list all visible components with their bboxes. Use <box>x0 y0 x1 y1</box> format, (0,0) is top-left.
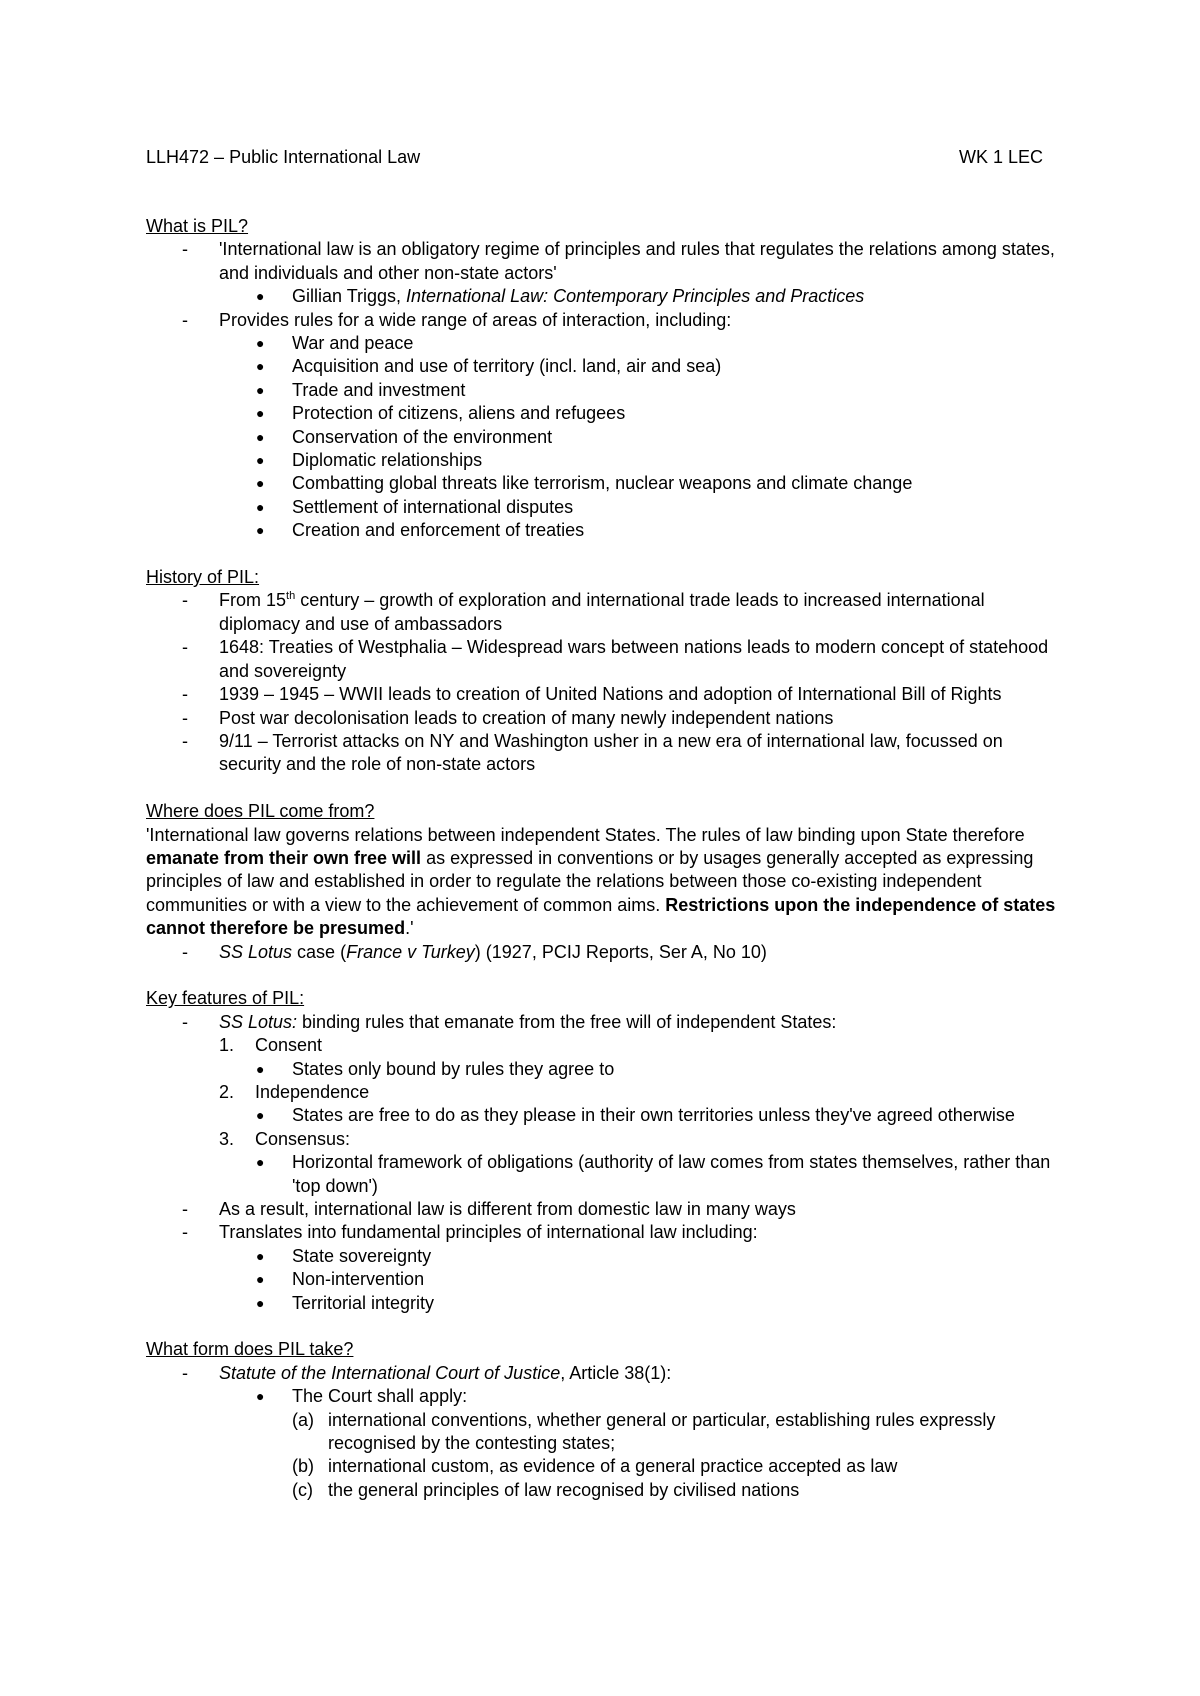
list-item-text: international custom, as evidence of a general practice accepted as law <box>328 1456 898 1477</box>
text-run: From 15 <box>219 590 287 611</box>
bullet-icon: ● <box>256 1060 265 1077</box>
list-item-text: international conventions, whether general or particular, establishing rules expressly recognised by the contesting states; <box>328 1409 996 1454</box>
list-item <box>146 426 1066 449</box>
list-item <box>146 238 1066 285</box>
text-run: .' <box>405 918 414 939</box>
list-item-text: The Court shall apply: <box>292 1386 468 1407</box>
dash-marker: - <box>182 1362 188 1383</box>
history-15th-century <box>219 590 985 633</box>
text-run: as expressed in conventions or by usages generally accepted as expressing principles of law and established in order to regulate the relations between those co-existing independent communities or with a view to the achievement of common aims. <box>146 847 1034 915</box>
list-item-text: Diplomatic relationships <box>292 450 483 471</box>
list-item <box>146 285 1066 308</box>
bullet-icon: ● <box>256 428 265 445</box>
dash-marker: - <box>182 637 188 658</box>
letter-marker: (b) <box>292 1456 314 1477</box>
list-item-text: States only bound by rules they agree to <box>292 1058 615 1079</box>
list-item-text: Independence <box>255 1081 370 1102</box>
dash-marker: - <box>182 1222 188 1243</box>
bold-text: Restrictions upon the independence of states cannot therefore be presumed <box>146 894 1056 939</box>
letter-marker: (a) <box>292 1409 314 1430</box>
numbered-item <box>146 1081 1066 1104</box>
letter-marker: (c) <box>292 1479 313 1500</box>
dash-marker: - <box>182 309 188 330</box>
text-run: binding rules that emanate from the free will of independent States: <box>297 1011 837 1032</box>
list-item <box>146 589 1066 636</box>
list-item-text: Protection of citizens, aliens and refugees <box>292 403 626 424</box>
text-run: 'International law governs relations between independent States. The rules of law binding upon State therefore <box>146 824 1025 845</box>
dash-marker: - <box>182 239 188 260</box>
section-what-is-pil <box>146 215 1066 543</box>
list-item-text: Consensus: <box>255 1128 351 1149</box>
list-item <box>146 1151 1066 1198</box>
list-item-text: Non-intervention <box>292 1269 425 1290</box>
lotus-quote <box>146 824 1066 941</box>
bullet-icon: ● <box>256 335 265 352</box>
dash-marker: - <box>182 590 188 611</box>
list-item <box>146 496 1066 519</box>
list-item-text: State sovereignty <box>292 1245 432 1266</box>
list-item-text: Acquisition and use of territory (incl. land, air and sea) <box>292 356 722 377</box>
dash-marker: - <box>182 1199 188 1220</box>
section-key-features <box>146 987 1066 1315</box>
list-item-text: Combatting global threats like terrorism, nuclear weapons and climate change <box>292 473 913 494</box>
list-item <box>146 332 1066 355</box>
dash-marker: - <box>182 1011 188 1032</box>
bold-text: emanate from their own free will <box>146 847 422 868</box>
case-citation <box>219 942 767 962</box>
bullet-icon: ● <box>256 1247 265 1264</box>
list-item <box>146 449 1066 472</box>
list-item <box>146 1362 1066 1385</box>
section-heading: History of PIL: <box>146 567 260 588</box>
list-item-text: 1939 – 1945 – WWII leads to creation of United Nations and adoption of International Bill of Rights <box>219 684 1002 705</box>
list-item-text: Settlement of international disputes <box>292 496 574 517</box>
list-item-text: War and peace <box>292 333 414 354</box>
bullet-icon: ● <box>256 498 265 515</box>
bullet-icon: ● <box>256 381 265 398</box>
superscript: th <box>286 590 296 603</box>
bullet-icon: ● <box>256 1107 265 1124</box>
list-item-text: Translates into fundamental principles of international law including: <box>219 1222 758 1243</box>
section-form-of-pil <box>146 1338 1066 1502</box>
list-item-text: Consent <box>255 1035 323 1056</box>
list-item-text: 1648: Treaties of Westphalia – Widespread wars between nations leads to modern concept of statehood and sovereignty <box>219 637 1049 681</box>
list-item-text: Trade and investment <box>292 379 466 400</box>
definition-quote: 'International law is an obligatory regime of principles and rules that regulates the relations among states, and individuals and other non-state actors' <box>219 239 1055 283</box>
list-item <box>146 1221 1066 1244</box>
bullet-icon: ● <box>256 452 265 469</box>
areas-list <box>146 332 1066 543</box>
numbered-item <box>146 1034 1066 1057</box>
section-heading: What is PIL? <box>146 216 249 236</box>
list-item <box>146 1385 1066 1408</box>
dash-marker: - <box>182 684 188 705</box>
list-item <box>146 519 1066 542</box>
italic-text: SS Lotus <box>219 941 293 962</box>
section-heading: Key features of PIL: <box>146 988 305 1009</box>
lettered-item <box>146 1409 1066 1456</box>
bullet-icon: ● <box>256 1154 265 1171</box>
text-run: , Article 38(1): <box>560 1362 672 1383</box>
list-item <box>146 730 1066 777</box>
bullet-icon: ● <box>256 288 265 305</box>
list-item-text: States are free to do as they please in their own territories unless they've agreed otherwise <box>292 1105 1015 1126</box>
bullet-icon: ● <box>256 522 265 539</box>
list-item-text: As a result, international law is different from domestic law in many ways <box>219 1199 796 1220</box>
list-item <box>146 472 1066 495</box>
list-item <box>146 941 1066 964</box>
bullet-icon: ● <box>256 1388 265 1405</box>
list-item <box>146 1104 1066 1127</box>
text-run: century – growth of exploration and international trade leads to increased international diplomacy and use of ambassadors <box>219 590 985 634</box>
list-item <box>146 1198 1066 1221</box>
citation-author: Gillian Triggs, <box>292 286 407 307</box>
section-history-of-pil <box>146 566 1066 777</box>
numbered-item <box>146 1128 1066 1151</box>
section-heading: What form does PIL take? <box>146 1339 354 1360</box>
bullet-icon: ● <box>256 1271 265 1288</box>
course-title: LLH472 – Public International Law <box>146 147 421 167</box>
dash-marker: - <box>182 941 188 962</box>
list-item <box>146 1058 1066 1081</box>
bullet-icon: ● <box>256 358 265 375</box>
dash-marker: - <box>182 730 188 751</box>
list-item-text: Post war decolonisation leads to creation of many newly independent nations <box>219 707 834 728</box>
list-item-text: Provides rules for a wide range of areas of interaction, including: <box>219 309 732 330</box>
text-run: case ( <box>292 941 347 962</box>
list-item <box>146 636 1066 683</box>
lettered-item <box>146 1455 1066 1478</box>
list-item-text <box>219 1012 836 1032</box>
list-item-text: Horizontal framework of obligations (authority of law comes from states themselves, rather than 'top down') <box>292 1152 1051 1196</box>
list-item <box>146 379 1066 402</box>
lettered-item <box>146 1479 1066 1502</box>
list-item <box>146 402 1066 425</box>
list-item <box>146 355 1066 378</box>
list-item <box>146 707 1066 730</box>
dash-marker: - <box>182 707 188 728</box>
bullet-icon: ● <box>256 475 265 492</box>
number-marker: 3. <box>219 1128 235 1149</box>
week-label: WK 1 LEC <box>958 147 1043 167</box>
section-heading: Where does PIL come from? <box>146 801 375 822</box>
bullet-icon: ● <box>256 1294 265 1311</box>
list-item <box>146 1245 1066 1268</box>
italic-text: SS Lotus: <box>219 1011 298 1032</box>
list-item <box>146 1292 1066 1315</box>
notes-body <box>146 215 1066 1526</box>
number-marker: 1. <box>219 1035 235 1056</box>
list-item <box>146 1011 1066 1034</box>
list-item-text: Conservation of the environment <box>292 426 553 447</box>
list-item <box>146 309 1066 332</box>
list-item <box>146 1268 1066 1291</box>
list-item-text <box>219 1363 671 1383</box>
italic-text: Statute of the International Court of Justice <box>219 1362 561 1383</box>
text-run: ) (1927, PCIJ Reports, Ser A, No 10) <box>474 941 767 962</box>
bullet-icon: ● <box>256 405 265 422</box>
number-marker: 2. <box>219 1081 235 1102</box>
citation-title: International Law: Contemporary Principles and Practices <box>406 286 865 307</box>
list-item-text: Territorial integrity <box>292 1292 435 1313</box>
list-item <box>146 683 1066 706</box>
list-item-text: the general principles of law recognised by civilised nations <box>328 1479 800 1500</box>
list-item-text: 9/11 – Terrorist attacks on NY and Washington usher in a new era of international law, focussed on security and the role of non-state actors <box>219 730 1003 775</box>
list-item-text: Creation and enforcement of treaties <box>292 520 585 541</box>
section-where-pil-comes-from <box>146 800 1066 964</box>
italic-text: France v Turkey <box>346 941 475 962</box>
